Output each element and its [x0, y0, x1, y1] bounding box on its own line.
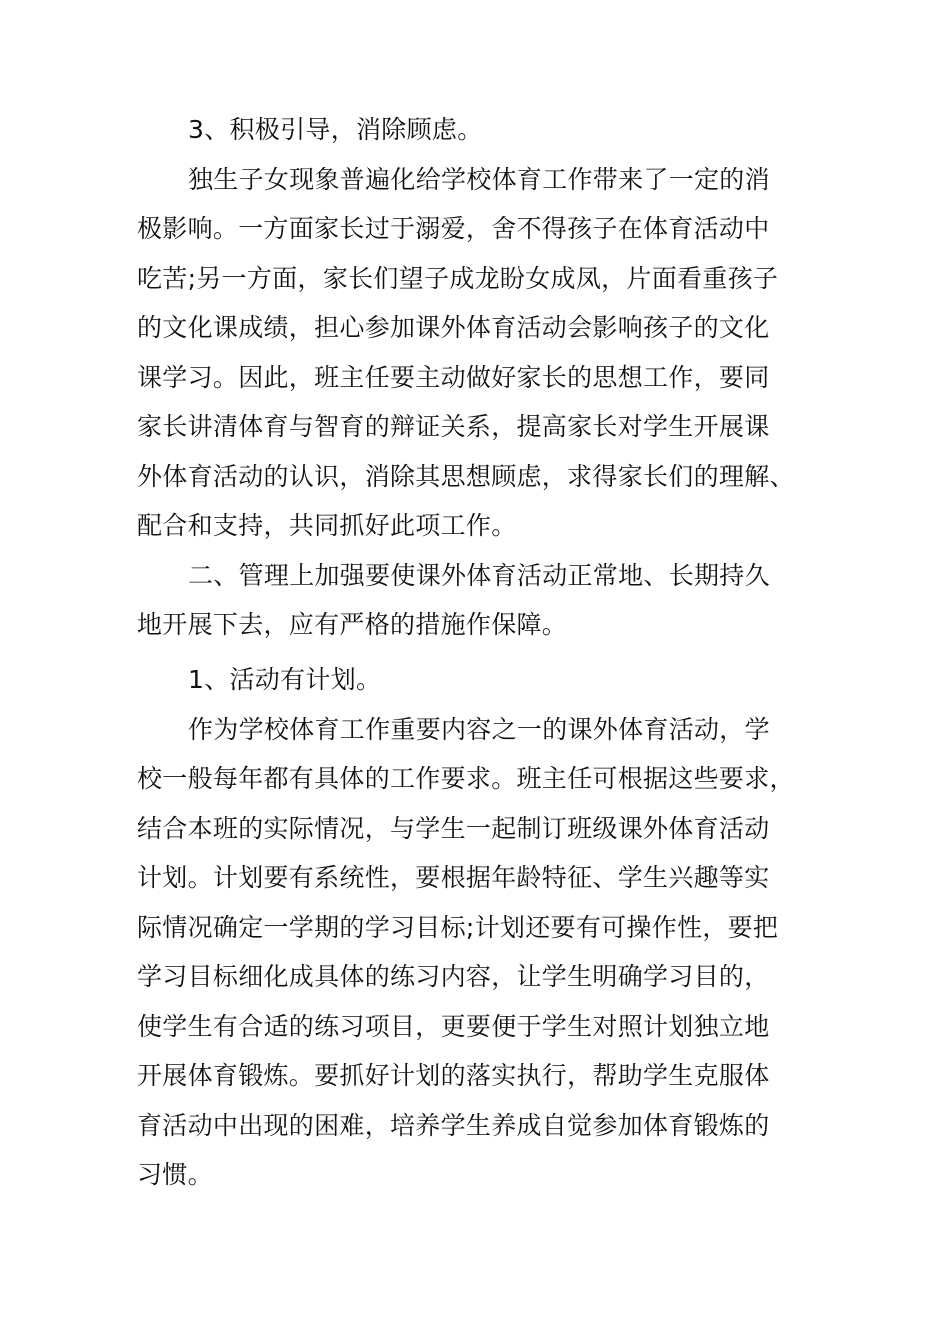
- text-line: 极影响。一方面家长过于溺爱，舍不得孩子在体育活动中: [137, 214, 770, 243]
- text-line: 作为学校体育工作重要内容之一的课外体育活动，学: [188, 715, 770, 744]
- text-line: 地开展下去，应有严格的措施作保障。: [137, 610, 568, 639]
- text-line: 学习目标细化成具体的练习内容，让学生明确学习目的，: [137, 962, 770, 991]
- text-line: 开展体育锻炼。要抓好计划的落实执行，帮助学生克服体: [137, 1061, 770, 1090]
- text-line: 的文化课成绩，担心参加课外体育活动会影响孩子的文化: [137, 313, 770, 342]
- text-line: 课学习。因此，班主任要主动做好家长的思想工作，要同: [137, 363, 770, 392]
- text-line: 配合和支持，共同抓好此项工作。: [137, 511, 517, 540]
- text-line: 二、管理上加强要使课外体育活动正常地、长期持久: [188, 561, 770, 590]
- text-line: 1、活动有计划。: [188, 665, 382, 694]
- text-line: 3、积极引导，消除顾虑。: [188, 115, 483, 144]
- text-line: 际情况确定一学期的学习目标;计划还要有可操作性，要把: [137, 913, 779, 942]
- text-line: 独生子女现象普遍化给学校体育工作带来了一定的消: [188, 165, 770, 194]
- text-line: 结合本班的实际情况，与学生一起制订班级课外体育活动: [137, 814, 770, 843]
- text-line: 校一般每年都有具体的工作要求。班主任可根据这些要求，: [137, 764, 795, 793]
- text-line: 吃苦;另一方面，家长们望子成龙盼女成凤，片面看重孩子: [137, 264, 779, 293]
- text-line: 育活动中出现的困难，培养学生养成自觉参加体育锻炼的: [137, 1111, 770, 1140]
- text-line: 家长讲清体育与智育的辩证关系，提高家长对学生开展课: [137, 412, 770, 441]
- text-line: 计划。计划要有系统性，要根据年龄特征、学生兴趣等实: [137, 863, 770, 892]
- text-line: 习惯。: [137, 1160, 213, 1189]
- text-line: 外体育活动的认识，消除其思想顾虑，求得家长们的理解、: [137, 462, 795, 491]
- text-line: 使学生有合适的练习项目，更要便于学生对照计划独立地: [137, 1012, 770, 1041]
